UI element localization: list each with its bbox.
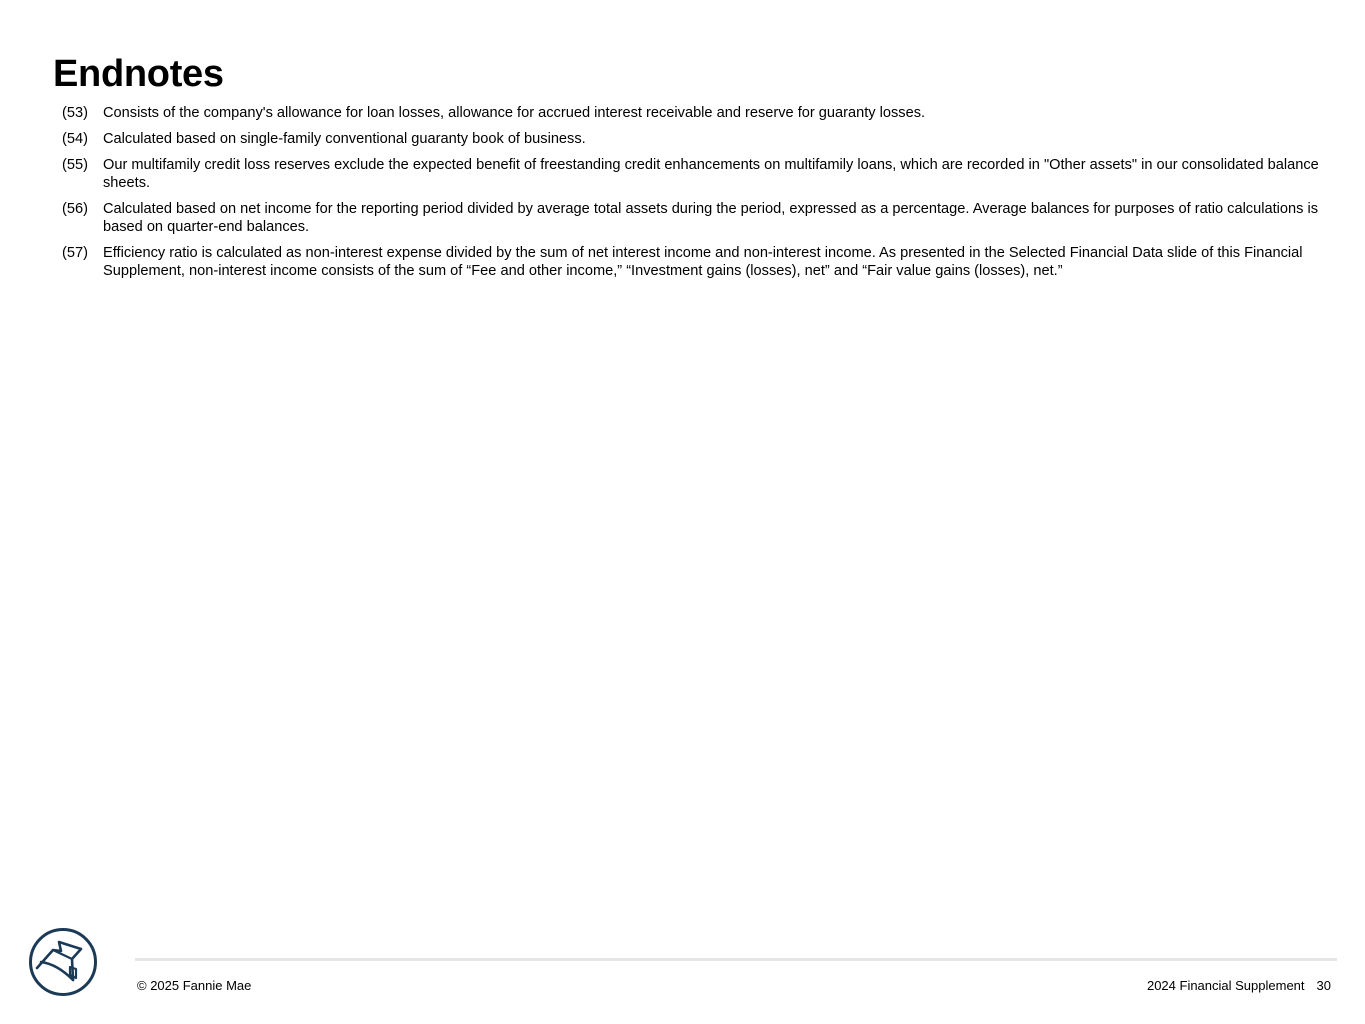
endnote-text: Consists of the company's allowance for loan losses, allowance for accrued interest receivable and reserve for guaranty losses. bbox=[103, 105, 926, 121]
endnote-text: Calculated based on single-family conventional guaranty book of business. bbox=[103, 131, 586, 147]
footer-divider bbox=[135, 958, 1337, 961]
endnote-item bbox=[62, 244, 1322, 280]
endnote-number: (57) bbox=[62, 245, 88, 261]
endnote-number: (56) bbox=[62, 201, 88, 217]
footer-document-info bbox=[1147, 978, 1331, 994]
endnote-item bbox=[62, 156, 1322, 192]
fannie-mae-house-logo-icon bbox=[28, 927, 98, 997]
endnote-item bbox=[62, 130, 1322, 148]
page-number: 30 bbox=[1316, 978, 1331, 993]
endnote-text: Calculated based on net income for the reporting period divided by average total assets during the period, expressed as a percentage. Average balances for purposes of ratio calculations is based on quarter-end balances. bbox=[103, 201, 1319, 235]
endnote-number: (53) bbox=[62, 105, 88, 121]
endnote-item bbox=[62, 200, 1322, 236]
endnote-number: (55) bbox=[62, 157, 88, 173]
endnote-text: Efficiency ratio is calculated as non-interest expense divided by the sum of net interest income and non-interest income. As presented in the Selected Financial Data slide of this Financial Supplement, non-interest income consists of the sum of “Fee and other income,” “Investment gains (losses), net” and “Fair value gains (losses), net.” bbox=[103, 245, 1303, 279]
endnote-item bbox=[62, 104, 1322, 122]
footer-document-name: 2024 Financial Supplement bbox=[1146, 978, 1305, 993]
footer-copyright: © 2025 Fannie Mae bbox=[137, 978, 252, 993]
page-title: Endnotes bbox=[53, 53, 224, 95]
endnote-text: Our multifamily credit loss reserves exclude the expected benefit of freestanding credit enhancements on multifamily loans, which are recorded in "Other assets" in our consolidated balance sheets. bbox=[103, 157, 1319, 191]
endnote-number: (54) bbox=[62, 131, 88, 147]
endnotes-list bbox=[62, 104, 1322, 288]
